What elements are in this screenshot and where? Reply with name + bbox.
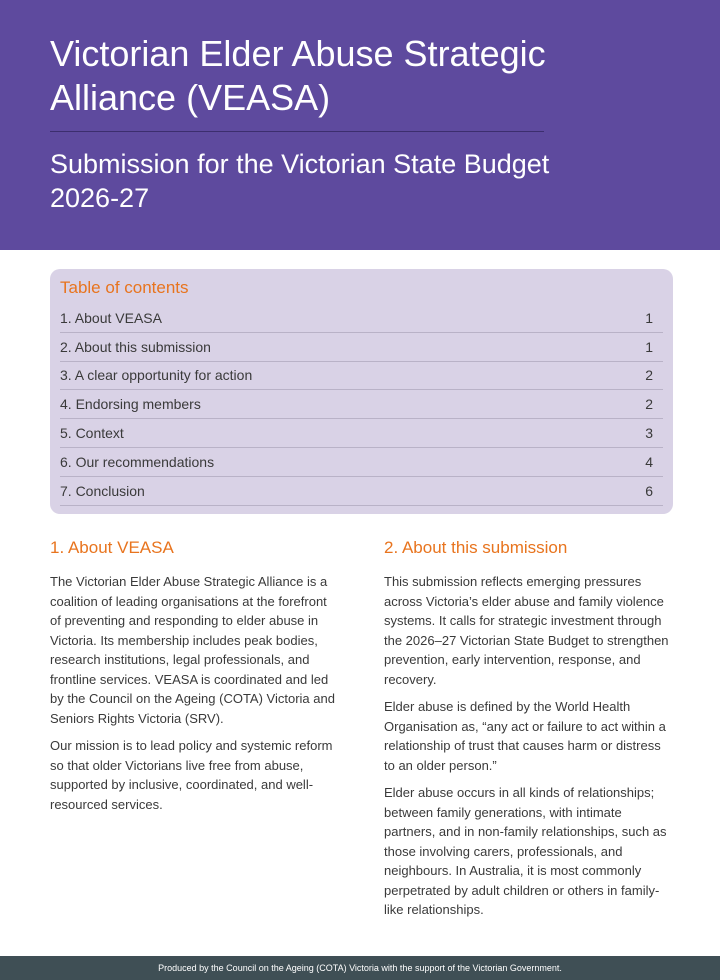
toc-item-label: 3. A clear opportunity for action [60, 367, 253, 384]
toc-item-page: 3 [645, 425, 653, 442]
header-banner [0, 0, 720, 250]
page-subtitle: Submission for the Victorian State Budget 2026-27 [50, 149, 550, 213]
toc-item[interactable] [60, 448, 663, 477]
section-about-veasa [50, 536, 340, 822]
section-paragraph: The Victorian Elder Abuse Strategic Alliance is a coalition of leading organisations at the forefront of preventing and responding to elder abuse in Victoria. Its membership includes peak bodies, research institutions, legal professionals, and frontline services. VEASA is coordinated and led by the Council on the Ageing (COTA) Victoria and Seniors Rights Victoria (SRV). [50, 574, 335, 726]
section-paragraph: Elder abuse occurs in all kinds of relationships; between family generations, with intimate partners, and in non-family relationships, such as those involving carers, professionals, and neighbours. In Australia, it is most commonly perpetrated by adult children or others in family-like relationships. [384, 785, 667, 917]
toc-item-page: 1 [645, 338, 653, 355]
toc-item-label: 6. Our recommendations [60, 453, 215, 470]
header-divider [50, 131, 544, 132]
toc-item[interactable] [60, 362, 663, 391]
toc-list [60, 304, 663, 506]
section-about-submission [384, 536, 674, 928]
section-paragraph: This submission reflects emerging pressures across Victoria’s elder abuse and family violence systems. It calls for strategic investment through the 2026–27 Victorian State Budget to strengthen prevention, early intervention, response, and recovery. [384, 574, 669, 687]
toc-item-page: 2 [645, 396, 653, 413]
toc-item-page: 2 [645, 367, 653, 384]
section-paragraph: Our mission is to lead policy and systemic reform so that older Victorians live free from abuse, supported by inclusive, coordinated, and well-resourced services. [50, 738, 333, 812]
footer-text: Produced by the Council on the Ageing (COTA) Victoria with the support of the Victorian Government. [158, 963, 562, 973]
toc-item-page: 4 [645, 453, 653, 470]
toc-item[interactable] [60, 333, 663, 362]
footer-bar [0, 956, 720, 980]
toc-item-page: 6 [645, 482, 653, 499]
toc-heading: Table of contents [60, 278, 189, 297]
toc-item[interactable] [60, 419, 663, 448]
section-heading: 1. About VEASA [50, 538, 174, 557]
page-title: Victorian Elder Abuse Strategic Alliance (VEASA) [50, 33, 546, 118]
toc-item-label: 2. About this submission [60, 338, 211, 355]
toc-item-label: 4. Endorsing members [60, 396, 201, 413]
toc-item-label: 5. Context [60, 425, 124, 442]
toc-item[interactable] [60, 390, 663, 419]
toc-item-label: 7. Conclusion [60, 482, 145, 499]
toc-item-label: 1. About VEASA [60, 309, 162, 326]
toc-item-page: 1 [645, 309, 653, 326]
toc-item[interactable] [60, 477, 663, 506]
section-paragraph: Elder abuse is defined by the World Health Organisation as, “any act or failure to act within a relationship of trust that causes harm or distress to an older person.” [384, 699, 666, 773]
toc-item[interactable] [60, 304, 663, 333]
table-of-contents [50, 269, 673, 514]
section-heading: 2. About this submission [384, 538, 568, 557]
